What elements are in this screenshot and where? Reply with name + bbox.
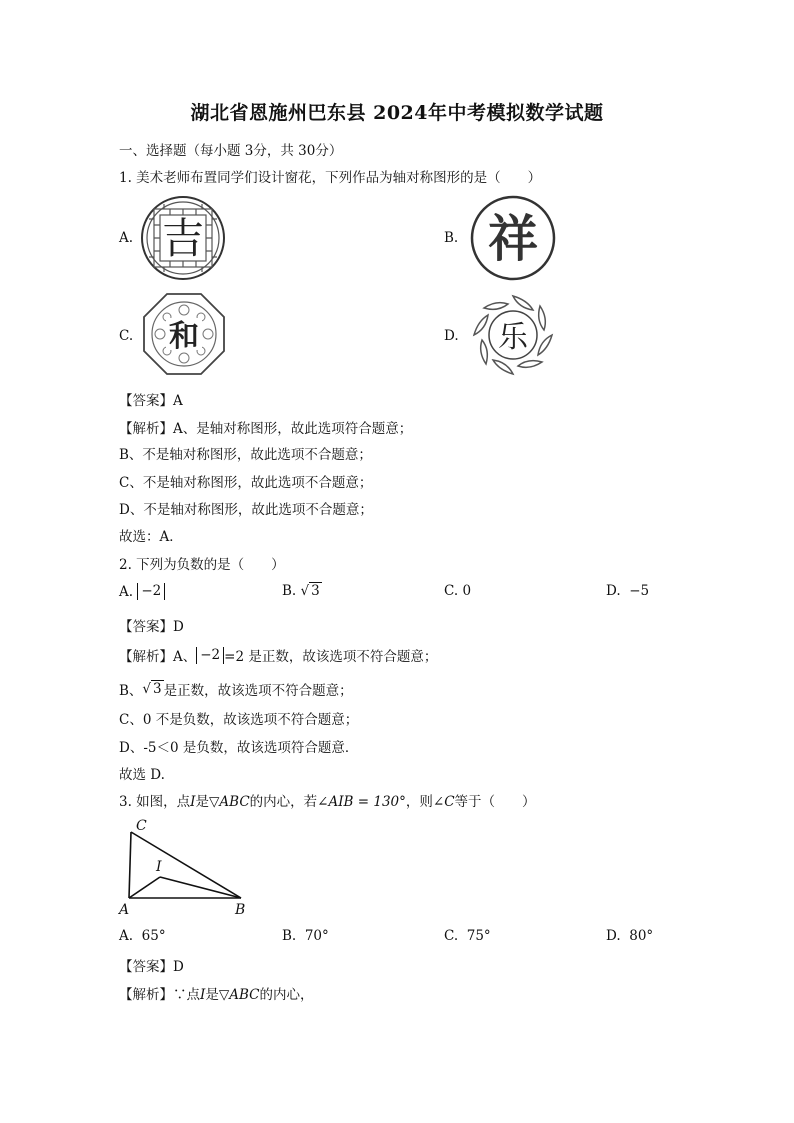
page-title: 湖北省恩施州巴东县 2024年中考模拟数学试题 [190, 102, 604, 124]
q2-analysis-d: D、-5＜0 是负数，故该选项符合题意． [119, 740, 359, 756]
q3-stem-part-4: ，则 [405, 794, 433, 810]
q3-analysis-triangle: ▽ABC [218, 987, 260, 1003]
q2-analysis-a-value: −2 [196, 647, 224, 664]
q2-option-c [444, 583, 471, 599]
q2-option-d [606, 583, 649, 599]
q3-stem-point-i: I [190, 794, 196, 810]
q3-analysis-part-1: 【解析】∵点 [119, 987, 200, 1003]
q3-analysis-point-i: I [200, 987, 206, 1003]
q1-option-b-figure [470, 195, 556, 281]
q3-option-c-value: 75° [466, 928, 491, 944]
q2-option-d-label: D. [606, 583, 621, 599]
q3-analysis-part-3: 的内心， [259, 987, 314, 1003]
q2-analysis-b-suffix: 是正数，故该选项不符合题意； [163, 683, 353, 699]
q1-analysis-line-2: B、不是轴对称图形，故此选项不合题意； [119, 447, 372, 463]
q1-analysis-line-4: D、不是轴对称图形，故此选项不合题意； [119, 502, 373, 518]
q2-option-c-label: C. [444, 583, 459, 599]
q2-analysis-a-prefix: 【解析】A、 [119, 649, 197, 665]
vertex-label-b: B [235, 902, 246, 918]
q2-option-a-value: −2 [137, 583, 165, 600]
q2-analysis-b-prefix: B、 [119, 683, 143, 699]
q2-analysis-conclusion: 故选 D. [119, 767, 165, 783]
vertex-label-c: C [136, 818, 147, 834]
q3-stem-part-5: 等于（ ） [454, 794, 536, 810]
q2-option-c-value: 0 [462, 583, 472, 599]
q2-analysis-b-value: 3 [153, 681, 162, 697]
q3-option-d-value: 80° [629, 928, 654, 944]
q3-option-a-label: A. [119, 928, 134, 944]
q3-analysis-line-1 [119, 983, 313, 1003]
q3-analysis-part-2: 是 [205, 987, 219, 1003]
q2-analysis-b [119, 679, 353, 699]
q1-analysis-line-3: C、不是轴对称图形，故此选项不合题意； [119, 475, 373, 491]
q2-option-a [119, 583, 165, 600]
q1-analysis-conclusion: 故选：A． [119, 529, 183, 545]
q2-option-b-value: 3 [311, 583, 320, 599]
q3-option-c [444, 928, 491, 944]
q2-analysis-a-suffix: =2 是正数，故该选项不符合题意； [224, 649, 438, 665]
q1-answer: 【答案】A [119, 393, 183, 409]
q2-option-b [282, 583, 322, 599]
q1-option-c-char: 和 [169, 319, 199, 354]
q3-option-c-label: C. [444, 928, 459, 944]
q2-analysis-c: C、0 不是负数，故该选项不符合题意； [119, 712, 359, 728]
q3-option-a-value: 65° [141, 928, 166, 944]
q3-option-d-label: D. [606, 928, 621, 944]
q1-option-a-char: 吉 [161, 214, 205, 263]
q3-stem-triangle: ▽ABC [209, 794, 250, 810]
q2-analysis-a [119, 645, 437, 665]
q3-option-b-label: B. [282, 928, 297, 944]
q1-analysis-line-1: 【解析】A、是轴对称图形，故此选项符合题意； [119, 421, 413, 437]
q1-option-d-figure [470, 292, 556, 378]
q1-option-c-figure [142, 292, 226, 376]
segment-bi [160, 877, 241, 898]
q3-stem-angle-c: ∠C [432, 794, 455, 810]
q3-stem-part-1: 3. 如图，点 [119, 794, 191, 810]
q3-option-b [282, 928, 329, 944]
q3-answer: 【答案】D [119, 959, 184, 975]
q1-option-a-figure [140, 195, 226, 281]
q3-stem-part-2: 是 [195, 794, 210, 810]
q2-answer: 【答案】D [119, 619, 184, 635]
q3-triangle-figure [110, 814, 260, 920]
point-label-i: I [156, 859, 162, 875]
question-1-stem: 1. 美术老师布置同学们设计窗花，下列作品为轴对称图形的是（ ） [119, 170, 542, 186]
q1-option-d-label: D. [444, 328, 459, 344]
q1-option-d-char: 乐 [498, 320, 528, 355]
q1-option-c-label: C. [119, 328, 134, 344]
triangle-side-cb [131, 832, 241, 898]
section-heading: 一、选择题（每小题 3分，共 30分） [119, 143, 343, 159]
vertex-label-a: A [119, 902, 130, 918]
q1-option-b-char: 祥 [488, 210, 538, 268]
q3-stem-part-3: 的内心，若 [249, 794, 318, 810]
question-2-stem: 2. 下列为负数的是（ ） [119, 557, 285, 573]
q3-option-d [606, 928, 653, 944]
q2-analysis-b-sqrt: √ 3 [142, 681, 162, 697]
q1-option-b-label: B. [444, 230, 459, 246]
triangle-side-ca [129, 832, 131, 898]
q3-stem-angle-aib: ∠AIB = 130° [317, 794, 406, 810]
q2-option-b-sqrt: √ 3 [300, 583, 320, 599]
segment-ai [129, 877, 160, 898]
q2-option-a-label: A. [119, 583, 134, 600]
q2-option-d-value: −5 [629, 583, 650, 599]
q3-option-a [119, 928, 166, 944]
question-3-stem [119, 790, 536, 810]
q3-option-b-value: 70° [304, 928, 329, 944]
q1-option-a-label: A. [119, 230, 134, 246]
q2-option-b-label: B. [282, 583, 297, 599]
